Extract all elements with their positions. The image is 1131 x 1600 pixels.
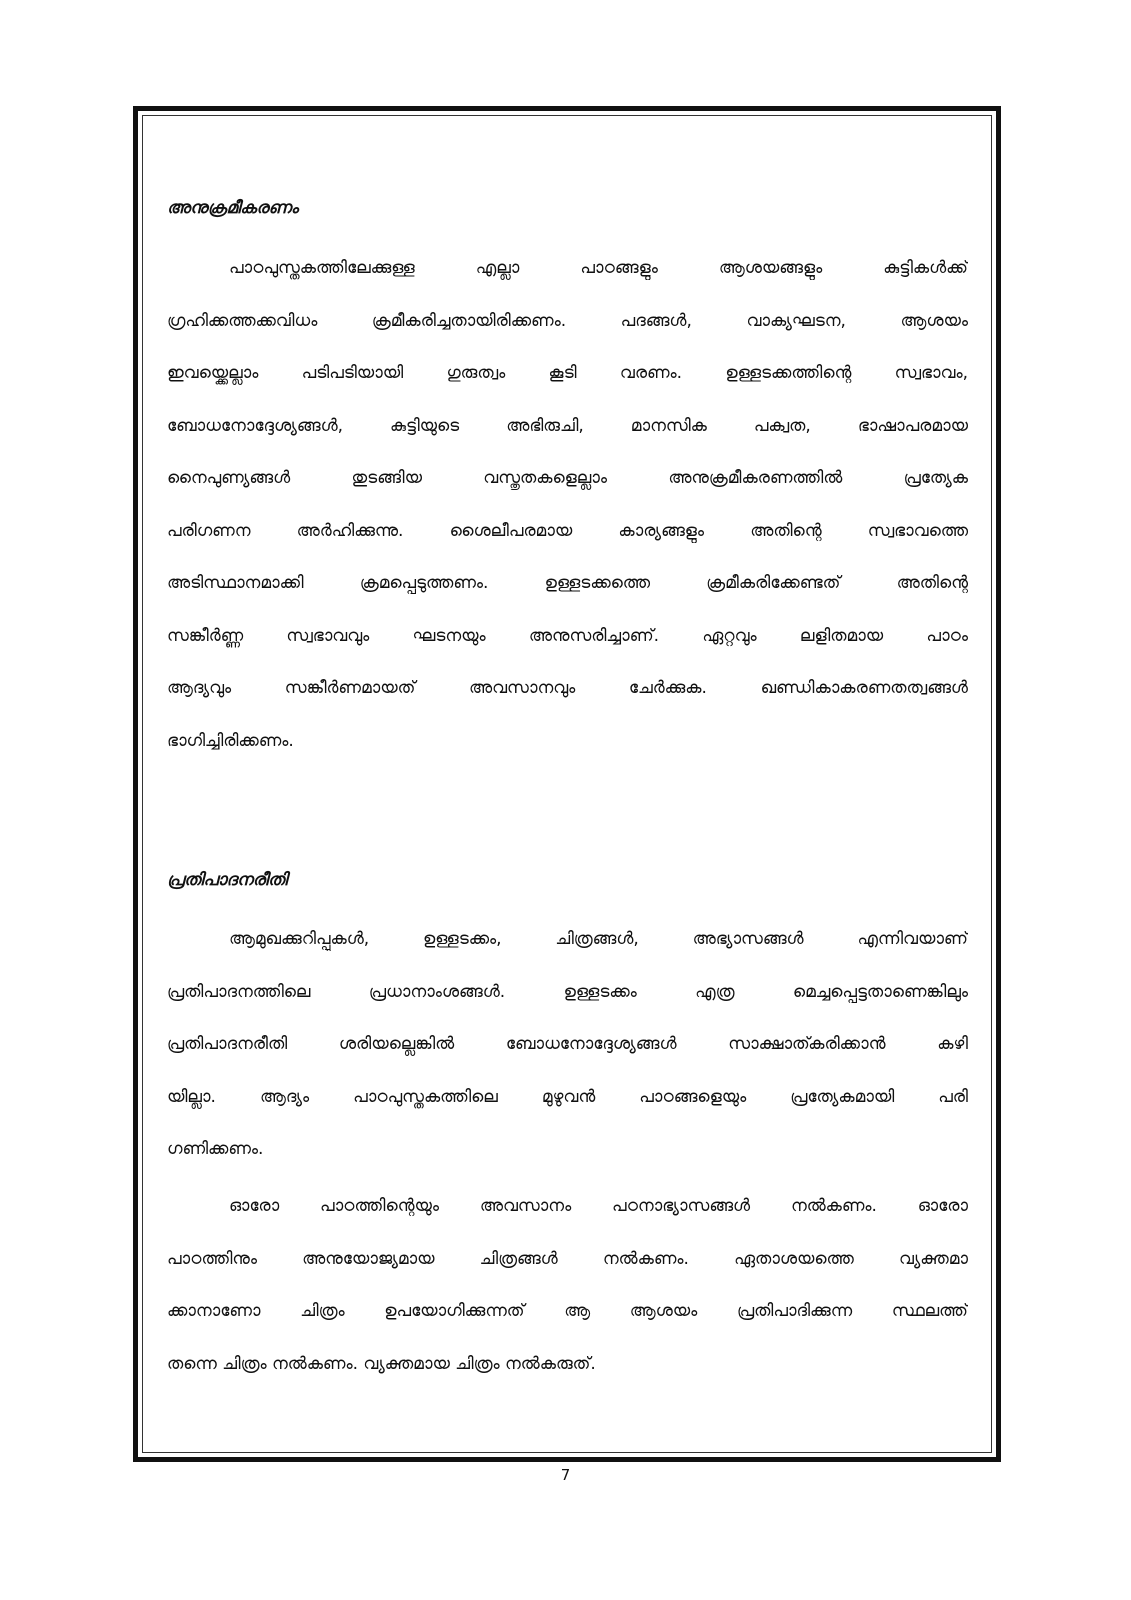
- paragraph-line: പ്രതിപാദനത്തിലെ പ്രധാനാംശങ്ങൾ. ഉള്ളടക്കം എത്ര മെച്ചപ്പെട്ടതാണെങ്കിലും: [167, 981, 968, 1002]
- paragraph-line: പരിഗണന അർഹിക്കുന്നു. ശൈലീപരമായ കാര്യങ്ങളും അതിന്റെ സ്വഭാവത്തെ: [167, 520, 968, 541]
- paragraph-line: സങ്കീർണ്ണ സ്വഭാവവും ഘടനയും അനുസരിച്ചാണ്. ഏറ്റവും ലളിതമായ പാഠം: [167, 625, 968, 646]
- paragraph-line: ബോധനോദ്ദേശ്യങ്ങൾ, കുട്ടിയുടെ അഭിരുചി, മാനസിക പക്വത, ഭാഷാപരമായ: [167, 415, 968, 436]
- paragraph-line: ക്കാനാണോ ചിത്രം ഉപയോഗിക്കുന്നത് ആ ആശയം പ്രതിപാദിക്കുന്ന സ്ഥലത്ത്: [167, 1301, 968, 1321]
- paragraph-line: ആദ്യവും സങ്കീർണമായത് അവസാനവും ചേർക്കുക. ഖണ്ഡികാകരണതത്വങ്ങൾ: [167, 678, 968, 698]
- paragraph-line: ഭാഗിച്ചിരിക്കണം.: [167, 730, 294, 751]
- paragraph-line: തന്നെ ചിത്രം നൽകണം. വ്യക്തമായ ചിത്രം നൽകരുത്.: [167, 1353, 596, 1374]
- paragraph-line: അടിസ്ഥാനമാക്കി ക്രമപ്പെടുത്തണം. ഉള്ളടക്കത്തെ ക്രമീകരിക്കേണ്ടത് അതിന്റെ: [167, 573, 968, 593]
- page-number: 7: [560, 1466, 571, 1484]
- paragraph-line: പാഠത്തിനും അനുയോജ്യമായ ചിത്രങ്ങൾ നൽകണം. ഏതാശയത്തെ വ്യക്തമാ: [167, 1248, 968, 1269]
- paragraph-line: പ്രതിപാദനരീതി ശരിയല്ലെങ്കിൽ ബോധനോദ്ദേശ്യങ്ങൾ സാക്ഷാത്കരിക്കാൻ കഴി: [167, 1034, 968, 1054]
- paragraph-line: ആമുഖക്കുറിപ്പുകൾ, ഉള്ളടക്കം, ചിത്രങ്ങൾ, അഭ്യാസങ്ങൾ എന്നിവയാണ്: [229, 929, 968, 949]
- paragraph-line: ഗ്രഹിക്കത്തക്കവിധം ക്രമീകരിച്ചതായിരിക്കണം. പദങ്ങൾ, വാക്യഘടന, ആശയം: [167, 310, 968, 331]
- section-heading: പ്രതിപാദനരീതി: [167, 870, 288, 890]
- paragraph-line: പാഠപുസ്തകത്തിലേക്കുള്ള എല്ലാ പാഠങ്ങളും ആശയങ്ങളും കുട്ടികൾക്ക്: [229, 258, 968, 278]
- paragraph-line: ഇവയ്ക്കെല്ലാം പടിപടിയായി ഗുരുത്വം കൂടി വരണം. ഉള്ളടക്കത്തിന്റെ സ്വഭാവം,: [167, 363, 968, 383]
- section-heading: അനുക്രമീകരണം: [167, 198, 299, 218]
- paragraph-line: ഓരോ പാഠത്തിന്റെയും അവസാനം പഠനാഭ്യാസങ്ങൾ നൽകണം. ഓരോ: [229, 1196, 968, 1216]
- paragraph-line: യില്ലാ. ആദ്യം പാഠപുസ്തകത്തിലെ മുഴുവൻ പാഠങ്ങളെയും പ്രത്യേകമായി പരി: [167, 1086, 968, 1107]
- paragraph-line: ഗണിക്കണം.: [167, 1139, 264, 1159]
- paragraph-line: നൈപുണ്യങ്ങൾ തുടങ്ങിയ വസ്തുതകളെല്ലാം അനുക്രമീകരണത്തിൽ പ്രത്യേക: [167, 468, 968, 488]
